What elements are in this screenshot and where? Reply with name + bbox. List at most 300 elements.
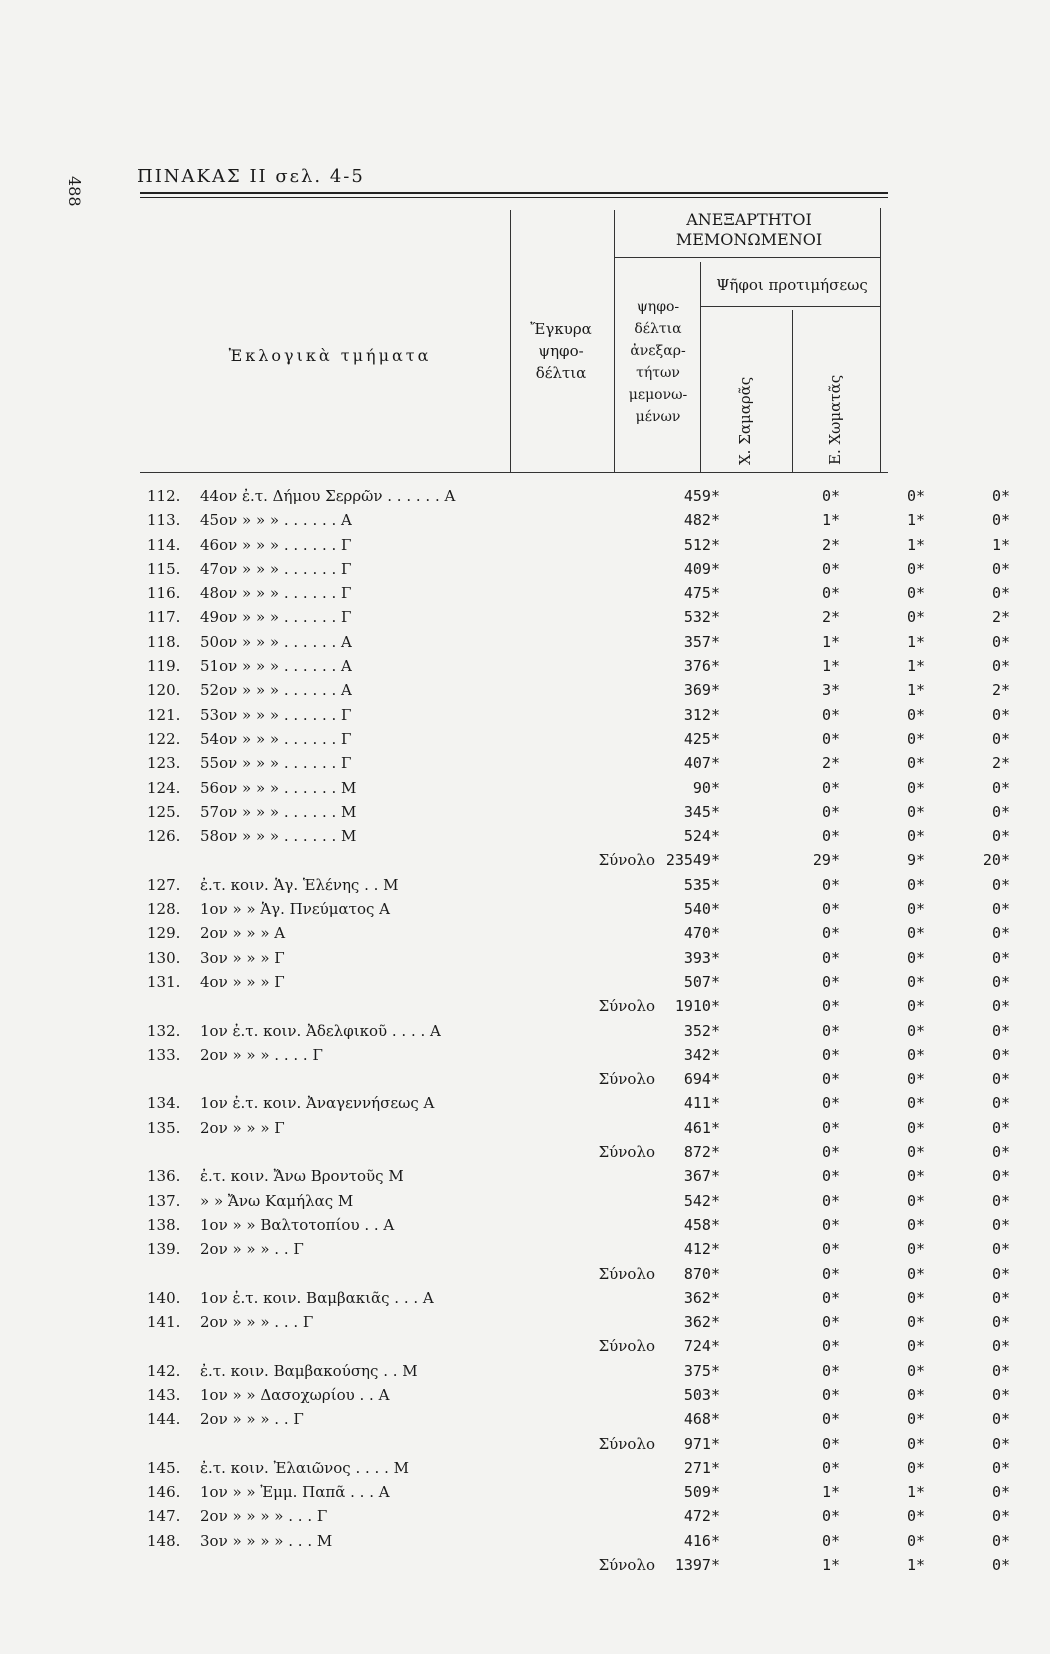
row-number: 140. bbox=[147, 1288, 181, 1307]
table-row bbox=[140, 1237, 1010, 1261]
section-name: ἐ.τ. κοιν. Ἄνω Βροντοῦς Μ bbox=[200, 1167, 404, 1186]
section-name: 47ον » » » . . . . . . Γ bbox=[200, 559, 352, 578]
section-name: 54ον » » » . . . . . . Γ bbox=[200, 729, 352, 748]
row-number: 116. bbox=[147, 584, 181, 603]
valid-ballots: 971* bbox=[683, 1434, 720, 1453]
row-number: 130. bbox=[147, 948, 181, 967]
table-row bbox=[140, 1504, 1010, 1528]
independent-ballots: 0* bbox=[821, 1288, 840, 1307]
table-row bbox=[140, 508, 1010, 532]
valid-ballots: 1397* bbox=[674, 1556, 720, 1575]
chomatas-votes: 0* bbox=[991, 827, 1010, 846]
col-header-chomatas: Ε. Χωματᾶς bbox=[826, 374, 844, 465]
top-rule bbox=[140, 192, 888, 194]
chomatas-votes: 0* bbox=[991, 1385, 1010, 1404]
table-row bbox=[140, 1091, 1010, 1115]
table-row bbox=[140, 1164, 1010, 1188]
valid-ballots: 352* bbox=[683, 1021, 720, 1040]
row-number: 143. bbox=[147, 1385, 181, 1404]
independent-ballots: 0* bbox=[821, 900, 840, 919]
independent-ballots: 0* bbox=[821, 1531, 840, 1550]
row-number: 135. bbox=[147, 1118, 181, 1137]
table-row bbox=[140, 654, 1010, 678]
valid-ballots: 472* bbox=[683, 1507, 720, 1526]
table-row bbox=[140, 1407, 1010, 1431]
table-row bbox=[140, 1043, 1010, 1067]
table-row bbox=[140, 484, 1010, 508]
valid-ballots: 411* bbox=[683, 1094, 720, 1113]
independent-ballots: 0* bbox=[821, 972, 840, 991]
table-row bbox=[140, 1213, 1010, 1237]
chomatas-votes: 0* bbox=[991, 948, 1010, 967]
chomatas-votes: 0* bbox=[991, 1507, 1010, 1526]
independent-ballots: 0* bbox=[821, 948, 840, 967]
section-name: 45ον » » » . . . . . . Α bbox=[200, 511, 352, 530]
chomatas-votes: 0* bbox=[991, 487, 1010, 505]
chomatas-votes: 0* bbox=[991, 584, 1010, 603]
independent-ballots: 0* bbox=[821, 924, 840, 943]
independent-ballots: 0* bbox=[821, 1143, 840, 1162]
table-row bbox=[140, 1529, 1010, 1553]
row-number: 127. bbox=[147, 875, 181, 894]
row-number: 145. bbox=[147, 1458, 181, 1477]
independent-ballots: 2* bbox=[821, 754, 840, 773]
independent-ballots: 1* bbox=[821, 632, 840, 651]
valid-ballots: 271* bbox=[683, 1458, 720, 1477]
independent-ballots: 1* bbox=[821, 1556, 840, 1575]
row-number: 121. bbox=[147, 705, 181, 724]
valid-ballots: 342* bbox=[683, 1045, 720, 1064]
divider-right bbox=[880, 208, 881, 472]
independent-ballots: 0* bbox=[821, 729, 840, 748]
total-label: Σύνολο bbox=[598, 1264, 655, 1283]
divider-chomatas bbox=[792, 310, 793, 472]
samaras-votes: 1* bbox=[906, 511, 925, 530]
row-number: 136. bbox=[147, 1167, 181, 1186]
independent-ballots: 0* bbox=[821, 997, 840, 1016]
valid-ballots: 367* bbox=[683, 1167, 720, 1186]
valid-ballots: 407* bbox=[683, 754, 720, 773]
total-row bbox=[140, 994, 1010, 1018]
chomatas-votes: 0* bbox=[991, 972, 1010, 991]
section-name: 55ον » » » . . . . . . Γ bbox=[200, 754, 352, 773]
section-name: 56ον » » » . . . . . . Μ bbox=[200, 778, 357, 797]
chomatas-votes: 0* bbox=[991, 1143, 1010, 1162]
chomatas-votes: 0* bbox=[991, 1021, 1010, 1040]
section-name: 3ον » » » » . . . Μ bbox=[200, 1531, 333, 1550]
samaras-votes: 0* bbox=[906, 1045, 925, 1064]
table-row bbox=[140, 1383, 1010, 1407]
valid-ballots: 1910* bbox=[674, 997, 720, 1016]
samaras-votes: 0* bbox=[906, 1143, 925, 1162]
valid-ballots: 461* bbox=[683, 1118, 720, 1137]
row-number: 119. bbox=[147, 657, 181, 676]
valid-ballots: 524* bbox=[683, 827, 720, 846]
chomatas-votes: 0* bbox=[991, 729, 1010, 748]
independent-ballots: 0* bbox=[821, 778, 840, 797]
samaras-votes: 0* bbox=[906, 1410, 925, 1429]
samaras-votes: 0* bbox=[906, 559, 925, 578]
independent-ballots: 0* bbox=[821, 1434, 840, 1453]
valid-ballots: 312* bbox=[683, 705, 720, 724]
valid-ballots: 475* bbox=[683, 584, 720, 603]
section-name: 1ον » » Ἐμμ. Παπᾶ . . . Α bbox=[200, 1483, 390, 1502]
row-number: 142. bbox=[147, 1361, 181, 1380]
independent-ballots: 0* bbox=[821, 1361, 840, 1380]
samaras-votes: 1* bbox=[906, 535, 925, 554]
chomatas-votes: 0* bbox=[991, 1313, 1010, 1332]
total-row bbox=[140, 1140, 1010, 1164]
table-row bbox=[140, 1359, 1010, 1383]
valid-ballots: 23549* bbox=[665, 851, 720, 870]
chomatas-votes: 0* bbox=[991, 900, 1010, 919]
chomatas-votes: 0* bbox=[991, 559, 1010, 578]
samaras-votes: 9* bbox=[906, 851, 925, 870]
chomatas-votes: 0* bbox=[991, 1191, 1010, 1210]
valid-ballots: 468* bbox=[683, 1410, 720, 1429]
independent-ballots: 0* bbox=[821, 1240, 840, 1259]
section-name: 3ον » » » Γ bbox=[200, 948, 285, 967]
valid-ballots: 507* bbox=[683, 972, 720, 991]
valid-ballots: 509* bbox=[683, 1483, 720, 1502]
table-row bbox=[140, 727, 1010, 751]
row-number: 139. bbox=[147, 1240, 181, 1259]
top-rule-thin bbox=[140, 197, 888, 198]
samaras-votes: 0* bbox=[906, 875, 925, 894]
samaras-votes: 0* bbox=[906, 1264, 925, 1283]
valid-ballots: 376* bbox=[683, 657, 720, 676]
table-row bbox=[140, 678, 1010, 702]
chomatas-votes: 0* bbox=[991, 705, 1010, 724]
independent-ballots: 0* bbox=[821, 1507, 840, 1526]
valid-ballots: 362* bbox=[683, 1313, 720, 1332]
independent-ballots: 0* bbox=[821, 1167, 840, 1186]
valid-ballots: 694* bbox=[683, 1070, 720, 1089]
samaras-votes: 0* bbox=[906, 1240, 925, 1259]
section-name: 57ον » » » . . . . . . Μ bbox=[200, 802, 357, 821]
table-row bbox=[140, 776, 1010, 800]
valid-ballots: 409* bbox=[683, 559, 720, 578]
total-label: Σύνολο bbox=[598, 997, 655, 1016]
col-header-sections: Ἐκλογικὰ τμήματα bbox=[228, 346, 432, 365]
row-number: 126. bbox=[147, 827, 181, 846]
chomatas-votes: 2* bbox=[991, 608, 1010, 627]
samaras-votes: 0* bbox=[906, 1458, 925, 1477]
chomatas-votes: 0* bbox=[991, 1288, 1010, 1307]
row-number: 115. bbox=[147, 559, 181, 578]
results-table-body bbox=[140, 484, 1010, 1577]
section-name: 1ον » » Ἁγ. Πνεύματος Α bbox=[200, 900, 390, 919]
table-row bbox=[140, 1456, 1010, 1480]
chomatas-votes: 0* bbox=[991, 1045, 1010, 1064]
independent-ballots: 0* bbox=[821, 559, 840, 578]
samaras-votes: 0* bbox=[906, 802, 925, 821]
chomatas-votes: 0* bbox=[991, 802, 1010, 821]
independent-ballots: 0* bbox=[821, 1385, 840, 1404]
section-name: 46ον » » » . . . . . . Γ bbox=[200, 535, 352, 554]
valid-ballots: 357* bbox=[683, 632, 720, 651]
chomatas-votes: 0* bbox=[991, 1070, 1010, 1089]
row-number: 112. bbox=[147, 487, 181, 505]
samaras-votes: 1* bbox=[906, 657, 925, 676]
section-name: ἐ.τ. κοιν. Ἐλαιῶνος . . . . Μ bbox=[200, 1458, 409, 1477]
section-name: 51ον » » » . . . . . . Α bbox=[200, 657, 352, 676]
samaras-votes: 0* bbox=[906, 948, 925, 967]
row-number: 132. bbox=[147, 1021, 181, 1040]
independent-ballots: 0* bbox=[821, 1264, 840, 1283]
samaras-votes: 0* bbox=[906, 1094, 925, 1113]
independent-ballots: 29* bbox=[812, 851, 840, 870]
row-number: 147. bbox=[147, 1507, 181, 1526]
chomatas-votes: 0* bbox=[991, 778, 1010, 797]
independent-ballots: 0* bbox=[821, 1458, 840, 1477]
table-row bbox=[140, 751, 1010, 775]
chomatas-votes: 0* bbox=[991, 1410, 1010, 1429]
total-row bbox=[140, 1067, 1010, 1091]
valid-ballots: 393* bbox=[683, 948, 720, 967]
chomatas-votes: 0* bbox=[991, 657, 1010, 676]
independent-ballots: 2* bbox=[821, 608, 840, 627]
total-label: Σύνολο bbox=[598, 851, 655, 870]
section-name: 1ον ἐ.τ. κοιν. Βαμβακιᾶς . . . Α bbox=[200, 1288, 434, 1307]
row-number: 117. bbox=[147, 608, 181, 627]
independent-ballots: 0* bbox=[821, 705, 840, 724]
total-label: Σύνολο bbox=[598, 1143, 655, 1162]
independent-ballots: 0* bbox=[821, 487, 840, 505]
valid-ballots: 532* bbox=[683, 608, 720, 627]
table-row bbox=[140, 605, 1010, 629]
samaras-votes: 0* bbox=[906, 1385, 925, 1404]
valid-ballots: 535* bbox=[683, 875, 720, 894]
valid-ballots: 482* bbox=[683, 511, 720, 530]
valid-ballots: 375* bbox=[683, 1361, 720, 1380]
table-row bbox=[140, 1286, 1010, 1310]
total-label: Σύνολο bbox=[598, 1337, 655, 1356]
section-name: 4ον » » » Γ bbox=[200, 972, 285, 991]
row-number: 113. bbox=[147, 511, 181, 530]
section-name: 52ον » » » . . . . . . Α bbox=[200, 681, 352, 700]
section-name: 2ον » » » Γ bbox=[200, 1118, 285, 1137]
samaras-votes: 0* bbox=[906, 487, 925, 505]
samaras-votes: 0* bbox=[906, 1313, 925, 1332]
samaras-votes: 1* bbox=[906, 681, 925, 700]
independent-ballots: 3* bbox=[821, 681, 840, 700]
table-row bbox=[140, 557, 1010, 581]
valid-ballots: 512* bbox=[683, 535, 720, 554]
valid-ballots: 412* bbox=[683, 1240, 720, 1259]
table-row bbox=[140, 1019, 1010, 1043]
row-number: 129. bbox=[147, 924, 181, 943]
table-row bbox=[140, 581, 1010, 605]
samaras-votes: 1* bbox=[906, 632, 925, 651]
row-number: 128. bbox=[147, 900, 181, 919]
valid-ballots: 542* bbox=[683, 1191, 720, 1210]
chomatas-votes: 0* bbox=[991, 924, 1010, 943]
samaras-votes: 0* bbox=[906, 1191, 925, 1210]
total-label: Σύνολο bbox=[598, 1070, 655, 1089]
section-name: 1ον ἐ.τ. κοιν. Ἀδελφικοῦ . . . . Α bbox=[200, 1021, 441, 1040]
valid-ballots: 724* bbox=[683, 1337, 720, 1356]
row-number: 118. bbox=[147, 632, 181, 651]
table-row bbox=[140, 703, 1010, 727]
chomatas-votes: 2* bbox=[991, 754, 1010, 773]
independent-ballots: 0* bbox=[821, 875, 840, 894]
chomatas-votes: 2* bbox=[991, 681, 1010, 700]
samaras-votes: 0* bbox=[906, 1021, 925, 1040]
row-number: 123. bbox=[147, 754, 181, 773]
chomatas-votes: 1* bbox=[991, 535, 1010, 554]
table-row bbox=[140, 970, 1010, 994]
section-name: 2ον » » » . . . . Γ bbox=[200, 1045, 323, 1064]
table-row bbox=[140, 1480, 1010, 1504]
section-name: 1ον ἐ.τ. κοιν. Ἀναγεννήσεως Α bbox=[200, 1094, 435, 1113]
chomatas-votes: 0* bbox=[991, 997, 1010, 1016]
total-row bbox=[140, 1334, 1010, 1358]
row-number: 148. bbox=[147, 1531, 181, 1550]
table-row bbox=[140, 897, 1010, 921]
table-row bbox=[140, 921, 1010, 945]
section-name: 49ον » » » . . . . . . Γ bbox=[200, 608, 352, 627]
valid-ballots: 870* bbox=[683, 1264, 720, 1283]
table-row bbox=[140, 1310, 1010, 1334]
section-name: 2ον » » » » . . . Γ bbox=[200, 1507, 328, 1526]
samaras-votes: 0* bbox=[906, 608, 925, 627]
table-row bbox=[140, 1116, 1010, 1140]
samaras-votes: 1* bbox=[906, 1556, 925, 1575]
row-number: 141. bbox=[147, 1313, 181, 1332]
independent-ballots: 0* bbox=[821, 1118, 840, 1137]
valid-ballots: 369* bbox=[683, 681, 720, 700]
samaras-votes: 0* bbox=[906, 1288, 925, 1307]
section-name: 2ον » » » . . Γ bbox=[200, 1240, 304, 1259]
samaras-votes: 0* bbox=[906, 705, 925, 724]
valid-ballots: 459* bbox=[683, 487, 720, 505]
section-name: 53ον » » » . . . . . . Γ bbox=[200, 705, 352, 724]
page-header: ΠΙΝΑΚΑΣ ΙΙ σελ. 4-5 bbox=[137, 166, 365, 187]
valid-ballots: 425* bbox=[683, 729, 720, 748]
samaras-votes: 0* bbox=[906, 754, 925, 773]
divider-valid bbox=[510, 210, 511, 472]
chomatas-votes: 0* bbox=[991, 1094, 1010, 1113]
independent-ballots: 0* bbox=[821, 1070, 840, 1089]
samaras-votes: 0* bbox=[906, 924, 925, 943]
chomatas-votes: 0* bbox=[991, 1531, 1010, 1550]
samaras-votes: 0* bbox=[906, 1434, 925, 1453]
row-number: 144. bbox=[147, 1410, 181, 1429]
total-label: Σύνολο bbox=[598, 1556, 655, 1575]
samaras-votes: 0* bbox=[906, 1167, 925, 1186]
table-row bbox=[140, 800, 1010, 824]
total-row bbox=[140, 1553, 1010, 1577]
chomatas-votes: 0* bbox=[991, 875, 1010, 894]
section-name: 2ον » » » . . Γ bbox=[200, 1410, 304, 1429]
valid-ballots: 90* bbox=[692, 778, 720, 797]
table-row bbox=[140, 533, 1010, 557]
preference-rule bbox=[700, 306, 880, 307]
samaras-votes: 0* bbox=[906, 1070, 925, 1089]
row-number: 138. bbox=[147, 1215, 181, 1234]
section-name: 58ον » » » . . . . . . Μ bbox=[200, 827, 357, 846]
chomatas-votes: 0* bbox=[991, 1167, 1010, 1186]
samaras-votes: 0* bbox=[906, 1215, 925, 1234]
samaras-votes: 0* bbox=[906, 584, 925, 603]
chomatas-votes: 0* bbox=[991, 1483, 1010, 1502]
chomatas-votes: 0* bbox=[991, 1361, 1010, 1380]
independent-ballots: 2* bbox=[821, 535, 840, 554]
total-row bbox=[140, 1432, 1010, 1456]
valid-ballots: 458* bbox=[683, 1215, 720, 1234]
independent-ballots: 1* bbox=[821, 657, 840, 676]
valid-ballots: 540* bbox=[683, 900, 720, 919]
independent-ballots: 0* bbox=[821, 1337, 840, 1356]
table-row bbox=[140, 873, 1010, 897]
group-rule bbox=[614, 257, 880, 258]
samaras-votes: 0* bbox=[906, 1337, 925, 1356]
row-number: 114. bbox=[147, 535, 181, 554]
table-row bbox=[140, 946, 1010, 970]
section-name: 2ον » » » Α bbox=[200, 924, 286, 943]
independent-ballots: 0* bbox=[821, 1410, 840, 1429]
independent-ballots: 0* bbox=[821, 584, 840, 603]
row-number: 124. bbox=[147, 778, 181, 797]
chomatas-votes: 0* bbox=[991, 632, 1010, 651]
chomatas-votes: 0* bbox=[991, 1556, 1010, 1575]
chomatas-votes: 0* bbox=[991, 1118, 1010, 1137]
independent-ballots: 0* bbox=[821, 827, 840, 846]
col-header-samaras: Χ. Σαμαρᾶς bbox=[736, 376, 754, 465]
row-number: 137. bbox=[147, 1191, 181, 1210]
independent-ballots: 0* bbox=[821, 1045, 840, 1064]
col-header-valid: Ἔγκυρα ψηφο- δέλτια bbox=[530, 320, 592, 382]
valid-ballots: 872* bbox=[683, 1143, 720, 1162]
samaras-votes: 0* bbox=[906, 1361, 925, 1380]
total-row bbox=[140, 1262, 1010, 1286]
valid-ballots: 416* bbox=[683, 1531, 720, 1550]
row-number: 120. bbox=[147, 681, 181, 700]
divider-independent bbox=[614, 210, 615, 472]
header-bottom-rule bbox=[140, 472, 888, 473]
samaras-votes: 0* bbox=[906, 729, 925, 748]
section-name: ἐ.τ. κοιν. Ἁγ. Ἑλένης . . Μ bbox=[200, 875, 399, 894]
section-name: 2ον » » » . . . Γ bbox=[200, 1313, 314, 1332]
chomatas-votes: 0* bbox=[991, 1264, 1010, 1283]
independent-ballots: 0* bbox=[821, 1215, 840, 1234]
samaras-votes: 1* bbox=[906, 1483, 925, 1502]
independent-ballots: 0* bbox=[821, 1094, 840, 1113]
samaras-votes: 0* bbox=[906, 1531, 925, 1550]
chomatas-votes: 0* bbox=[991, 1337, 1010, 1356]
total-label: Σύνολο bbox=[598, 1434, 655, 1453]
chomatas-votes: 0* bbox=[991, 1434, 1010, 1453]
group-header-independents: ΑΝΕΞΑΡΤΗΤΟΙ ΜΕΜΟΝΩΜΕΝΟΙ bbox=[675, 210, 823, 249]
row-number: 125. bbox=[147, 802, 181, 821]
section-name: 50ον » » » . . . . . . Α bbox=[200, 632, 352, 651]
section-name: ἐ.τ. κοιν. Βαμβακούσης . . Μ bbox=[200, 1361, 418, 1380]
row-number: 122. bbox=[147, 729, 181, 748]
chomatas-votes: 20* bbox=[982, 851, 1010, 870]
chomatas-votes: 0* bbox=[991, 1215, 1010, 1234]
valid-ballots: 503* bbox=[683, 1385, 720, 1404]
independent-ballots: 1* bbox=[821, 511, 840, 530]
chomatas-votes: 0* bbox=[991, 1240, 1010, 1259]
samaras-votes: 0* bbox=[906, 900, 925, 919]
row-number: 146. bbox=[147, 1483, 181, 1502]
total-row bbox=[140, 848, 1010, 872]
col-header-preference: Ψῆφοι προτιμήσεως bbox=[716, 276, 868, 294]
chomatas-votes: 0* bbox=[991, 511, 1010, 530]
chomatas-votes: 0* bbox=[991, 1458, 1010, 1477]
samaras-votes: 0* bbox=[906, 1118, 925, 1137]
